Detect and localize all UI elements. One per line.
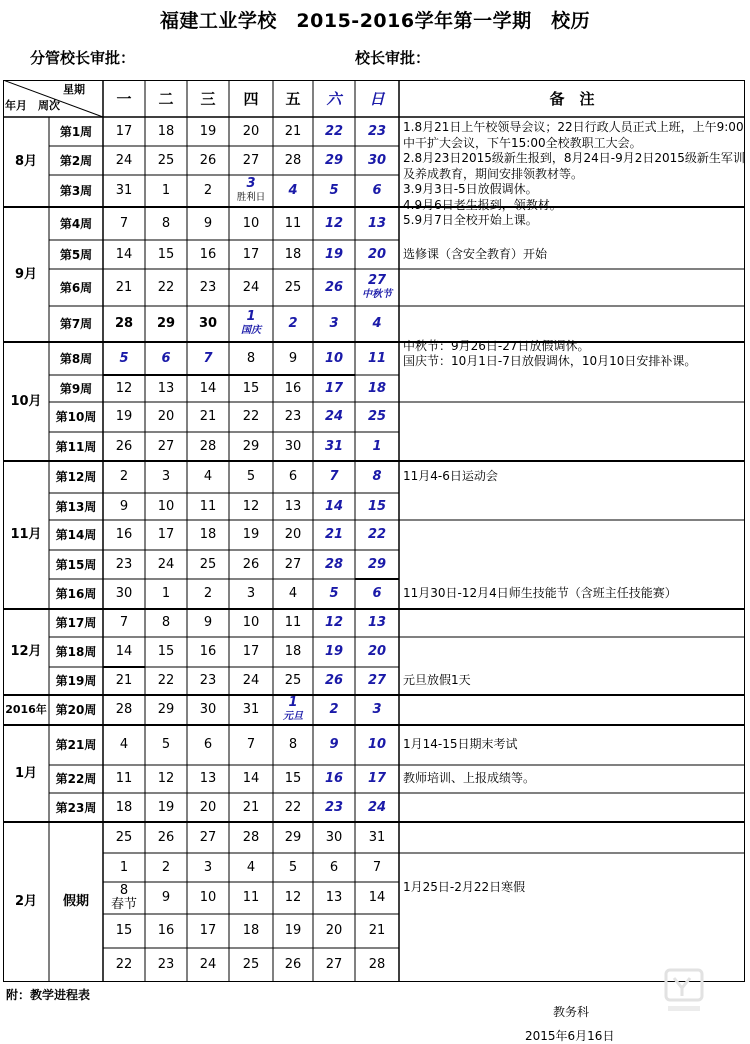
day-cell: 26: [199, 152, 217, 168]
weekday-header: 六: [326, 89, 342, 108]
day-cell: 30: [199, 702, 217, 717]
week-label: 第15周: [55, 557, 97, 572]
day-cell: 2: [329, 702, 339, 717]
day-cell: 20: [284, 527, 302, 542]
day-cell: 6: [203, 737, 213, 752]
day-cell: 25: [284, 673, 302, 688]
day-cell: 16: [284, 380, 302, 396]
day-cell: 26: [284, 957, 302, 972]
week-label: 第21周: [55, 738, 97, 752]
day-cell: 30: [284, 438, 302, 454]
week-label: 第18周: [55, 645, 97, 659]
corner-yearmonth-label: 年月 周次: [5, 99, 60, 112]
day-cell: 10: [157, 498, 175, 514]
day-cell: 24: [115, 152, 133, 168]
day-cell: 20: [367, 246, 387, 262]
footer-note: 附：教学进程表: [6, 988, 91, 1002]
day-cell: 1: [161, 586, 171, 601]
day-cell: 28: [284, 152, 302, 168]
day-cell: 11: [115, 771, 133, 786]
day-cell: 12: [157, 771, 175, 786]
day-cell: 9: [161, 890, 171, 905]
day-cell: 28: [324, 556, 344, 572]
day-cell: 5: [161, 737, 171, 752]
week-label: 第20周: [55, 703, 97, 717]
day-cell: 15: [157, 246, 175, 262]
weekday-header: 一: [116, 89, 132, 108]
day-cell: 3 胜利日: [236, 176, 266, 203]
day-cell: 23: [367, 123, 387, 139]
day-cell: 31: [324, 438, 344, 454]
day-cell: 19: [324, 246, 344, 262]
day-cell: 29: [242, 438, 260, 454]
day-cell: 17: [242, 246, 260, 262]
day-cell: 16: [115, 527, 133, 542]
day-cell: 14: [115, 246, 133, 262]
day-cell: 27: [199, 829, 217, 845]
day-cell: 30: [367, 152, 387, 168]
day-cell: 8: [161, 215, 171, 231]
remark-line: 教师培训、上报成绩等。: [403, 771, 536, 786]
day-cell: 13: [325, 890, 343, 905]
day-cell: 24: [199, 957, 217, 972]
day-cell: 4: [288, 183, 298, 198]
week-label: 第17周: [55, 616, 97, 630]
month-label: 8月: [14, 154, 38, 169]
day-cell: 18: [199, 527, 217, 542]
day-note: 胜利日: [236, 192, 266, 203]
weekday-header: 三: [200, 89, 216, 108]
day-cell: 23: [324, 799, 344, 815]
day-cell: 12: [242, 498, 260, 514]
day-cell: 31: [368, 829, 386, 845]
week-label: 第11周: [55, 439, 97, 454]
day-cell: 9: [329, 737, 339, 752]
principal-approval-label: 校长审批：: [355, 49, 431, 67]
day-cell: 27: [242, 152, 260, 168]
remark-training: [401, 765, 745, 793]
day-cell: 10: [367, 737, 387, 752]
day-cell: 26: [157, 829, 175, 845]
day-cell: 7: [329, 469, 339, 484]
day-cell: 11: [284, 615, 302, 630]
footer-date: 2015年6月16日: [525, 1029, 615, 1043]
remark-line: 选修课（含安全教育）开始: [403, 246, 548, 261]
day-cell: 21: [284, 123, 302, 139]
day-cell: 7: [203, 350, 213, 366]
week-label: 第4周: [59, 216, 93, 231]
day-cell: 30: [115, 586, 133, 601]
day-cell: 28: [115, 702, 133, 717]
month-label: 9月: [14, 266, 38, 282]
day-cell: 23: [199, 673, 217, 688]
day-note: 中秋节: [362, 288, 392, 300]
remark-line: 11月30日-12月4日师生技能节（含班主任技能赛）: [403, 586, 677, 601]
day-cell: 16: [199, 246, 217, 262]
day-cell: 21: [115, 279, 133, 295]
day-cell: 9: [288, 350, 298, 366]
day-cell: 29: [284, 829, 302, 845]
day-cell: 19: [199, 123, 217, 139]
day-cell: 4: [372, 316, 382, 331]
day-cell: 2: [288, 316, 298, 331]
day-cell: 26: [115, 438, 133, 454]
week-label: 第1周: [59, 124, 93, 139]
day-cell: 6: [329, 859, 339, 875]
day-cell: 25: [284, 279, 302, 295]
day-cell: 18: [242, 923, 260, 938]
footer-dept: 教务科: [553, 1005, 590, 1019]
day-cell: 22: [284, 799, 302, 815]
day-cell: 6: [372, 183, 382, 198]
remark-line: 2.8月23日2015级新生报到，8月24日-9月2日2015级新生军训及养成教育，期间安排领教材等。: [403, 151, 745, 181]
week-label: 第16周: [55, 587, 97, 601]
day-cell: 5: [246, 469, 256, 484]
week-label: 第6周: [59, 280, 93, 295]
week-label: 第9周: [59, 381, 93, 396]
remark-sports: [401, 461, 745, 493]
day-cell: 28: [199, 438, 217, 454]
day-note: 春节: [110, 897, 137, 912]
week-label: 第5周: [59, 247, 93, 262]
week-label: 第3周: [59, 184, 93, 198]
day-cell: 20: [325, 923, 343, 938]
day-cell: 5: [119, 350, 129, 366]
day-cell: 25: [199, 556, 217, 572]
day-cell: 2: [161, 859, 171, 875]
deputy-approval-label: 分管校长审批：: [30, 49, 136, 67]
day-cell: 19: [242, 527, 260, 542]
month-label: 11月: [10, 527, 42, 542]
day-cell: 1: [119, 859, 129, 875]
day-cell: 28: [242, 829, 260, 845]
day-cell: 27: [284, 556, 302, 572]
day-cell: 19: [284, 923, 302, 938]
day-cell: 27: [325, 957, 343, 972]
day-cell: 7: [246, 737, 256, 752]
day-cell: 7: [119, 215, 129, 231]
day-cell: 16: [157, 923, 175, 938]
day-cell: 24: [242, 279, 260, 295]
remark-line: 1月25日-2月22日寒假: [403, 879, 526, 894]
day-cell: 15: [242, 380, 260, 396]
day-cell: 20: [242, 123, 260, 139]
day-cell: 9: [203, 215, 213, 231]
day-cell: 18: [284, 246, 302, 262]
week-label: 第19周: [55, 674, 97, 688]
day-cell: 6: [288, 469, 298, 484]
month-label: 12月: [10, 644, 42, 659]
day-cell: 5: [329, 183, 339, 198]
day-cell: 25: [367, 409, 387, 424]
day-cell: 13: [199, 771, 217, 786]
day-cell: 4: [288, 586, 298, 601]
day-cell: 11: [242, 890, 260, 905]
day-cell: 21: [242, 799, 260, 815]
day-cell: 22: [115, 957, 133, 972]
remark-line: 5.9月7日全校开始上课。: [403, 213, 538, 227]
week-label: 第2周: [59, 153, 93, 168]
day-cell: 12: [115, 380, 133, 396]
day-cell: 5: [288, 859, 298, 875]
month-label: 2016年: [5, 703, 47, 716]
day-cell: 23: [115, 556, 133, 572]
day-cell: 22: [367, 527, 387, 542]
day-cell: 29: [324, 152, 344, 168]
day-cell: 18: [115, 799, 133, 815]
remark-winter: [401, 793, 745, 982]
day-cell: 15: [367, 498, 387, 514]
weekday-header: 四: [243, 89, 259, 108]
remarks-header: 备 注: [549, 89, 595, 108]
day-cell: 4: [203, 469, 213, 484]
day-cell: 2: [119, 469, 129, 484]
day-cell: 28: [368, 957, 386, 972]
day-cell: 19: [324, 644, 344, 659]
corner-weekday-label: 星期: [63, 83, 85, 96]
remark-line: 国庆节：10月1日-7日放假调休，10月10日安排补课。: [403, 354, 697, 368]
day-cell: 22: [157, 279, 175, 295]
week-label: 第14周: [55, 528, 97, 542]
day-cell: 7: [372, 859, 382, 875]
day-cell: 14: [242, 771, 260, 786]
remark-line: 中秋节：9月26日-27日放假调休。: [403, 338, 590, 353]
day-cell: 14: [115, 644, 133, 659]
day-cell: 29: [157, 702, 175, 717]
day-cell: 5: [329, 586, 339, 601]
day-cell: 24: [367, 799, 387, 815]
day-cell: 11: [199, 498, 217, 514]
week-label: 第23周: [55, 800, 97, 815]
day-cell: 16: [199, 644, 217, 659]
day-note: 元旦: [283, 711, 303, 722]
day-cell: 27: [367, 673, 387, 688]
day-cell: 3: [329, 316, 339, 331]
remark-skills: [401, 579, 745, 609]
day-cell: 4: [119, 737, 129, 752]
day-cell: 18: [367, 380, 387, 396]
day-cell: 22: [157, 673, 175, 688]
remark-holidays: [401, 306, 745, 402]
weekday-header: 五: [285, 89, 301, 108]
day-cell: 1: [372, 438, 382, 454]
day-cell: 2: [203, 183, 213, 198]
day-cell: 3: [161, 469, 171, 484]
remark-exam: [401, 725, 745, 765]
day-cell: 3: [372, 702, 382, 717]
day-cell: 6: [161, 350, 171, 366]
day-cell: 28: [114, 316, 134, 331]
day-cell: 25: [242, 957, 260, 972]
day-cell: 8: [161, 615, 171, 630]
day-cell: 20: [157, 409, 175, 424]
day-cell: 23: [284, 409, 302, 424]
day-cell: 17: [367, 771, 387, 786]
page-title: 福建工业学校 2015-2016学年第一学期 校历: [159, 10, 591, 32]
day-cell: 21: [199, 409, 217, 424]
day-cell: 31: [242, 702, 260, 717]
week-label: 第7周: [59, 317, 93, 331]
day-cell: 26: [324, 279, 344, 295]
day-cell: 23: [157, 957, 175, 972]
day-cell: 17: [115, 123, 133, 139]
day-cell: 3: [246, 586, 256, 601]
week-label: 第22周: [55, 772, 97, 786]
day-cell: 19: [157, 799, 175, 815]
day-cell: 13: [157, 380, 175, 396]
day-cell: 1 元旦: [283, 695, 303, 722]
day-cell: 19: [115, 409, 133, 424]
day-cell: 23: [199, 279, 217, 295]
remark-new-year: [401, 667, 745, 695]
day-cell: 27: [157, 438, 175, 454]
day-cell: 17: [324, 380, 344, 396]
day-cell: 27 中秋节: [362, 272, 392, 300]
day-cell: 25: [115, 829, 133, 845]
remark-elective: [401, 240, 745, 269]
day-cell: 8: [372, 469, 382, 484]
remark-line: 1月14-15日期末考试: [403, 737, 518, 752]
day-cell: 9: [119, 498, 129, 514]
day-cell: 9: [203, 615, 213, 630]
day-cell: 3: [203, 859, 213, 875]
day-cell: 29: [156, 316, 176, 331]
day-cell: 30: [198, 316, 218, 331]
day-cell: 14: [368, 890, 386, 905]
day-cell: 8 春节: [110, 883, 137, 912]
day-cell: 26: [242, 556, 260, 572]
remark-line: 元旦放假1天: [403, 673, 471, 688]
day-cell: 17: [199, 923, 217, 938]
day-cell: 15: [115, 923, 133, 938]
weekday-header: 二: [158, 89, 174, 108]
day-cell: 7: [119, 615, 129, 630]
day-cell: 12: [284, 890, 302, 905]
month-label: 10月: [10, 393, 42, 409]
month-label: 1月: [14, 765, 38, 781]
month-label: 2月: [14, 894, 38, 909]
day-cell: 10: [242, 615, 260, 630]
day-cell: 22: [324, 123, 344, 139]
day-cell: 25: [157, 152, 175, 168]
day-cell: 18: [284, 644, 302, 659]
day-cell: 11: [367, 350, 387, 366]
vacation-label: 假期: [62, 894, 89, 909]
day-cell: 2: [203, 586, 213, 601]
week-label: 第10周: [55, 410, 97, 424]
day-cell: 10: [242, 215, 260, 231]
day-cell: 21: [368, 923, 386, 938]
day-cell: 1 国庆: [241, 309, 261, 336]
day-cell: 31: [115, 183, 133, 198]
remark-line: 4.9月6日老生报到，领教材。: [403, 197, 562, 212]
day-cell: 20: [367, 644, 387, 659]
day-cell: 1: [161, 183, 171, 198]
day-cell: 15: [284, 771, 302, 786]
day-cell: 21: [115, 673, 133, 688]
day-cell: 6: [372, 586, 382, 601]
day-cell: 24: [324, 409, 344, 424]
day-cell: 17: [242, 644, 260, 659]
day-cell: 14: [324, 498, 344, 514]
day-cell: 13: [284, 498, 302, 514]
remark-line: 3.9月3日-5日放假调休。: [403, 182, 538, 196]
day-cell: 13: [367, 215, 387, 231]
watermark-logo: [662, 966, 706, 1016]
day-cell: 8: [288, 737, 298, 752]
day-cell: 30: [325, 829, 343, 845]
day-cell: 8: [246, 350, 256, 366]
day-cell: 15: [157, 644, 175, 659]
day-cell: 10: [199, 890, 217, 905]
calendar-table: [3, 80, 745, 982]
week-label: 第13周: [55, 499, 97, 514]
week-label: 第8周: [59, 351, 93, 366]
day-cell: 24: [242, 673, 260, 688]
day-cell: 12: [324, 615, 344, 630]
day-cell: 16: [324, 771, 344, 786]
day-cell: 14: [199, 380, 217, 396]
day-note: 国庆: [241, 325, 261, 336]
weekday-header: 日: [369, 89, 385, 108]
day-cell: 24: [157, 556, 175, 572]
day-cell: 21: [324, 527, 344, 542]
day-cell: 26: [324, 673, 344, 688]
day-cell: 13: [367, 615, 387, 630]
day-cell: 10: [324, 350, 344, 366]
day-cell: 11: [284, 215, 302, 231]
day-cell: 12: [324, 215, 344, 231]
remark-line: 1.8月21日上午校领导会议；22日行政人员正式上班，上午9:00中干扩大会议，下午15:00全校教职工大会。: [403, 120, 744, 150]
day-cell: 20: [199, 799, 217, 815]
remark-line: 11月4-6日运动会: [403, 469, 498, 484]
day-cell: 4: [246, 859, 256, 875]
week-label: 第12周: [55, 470, 97, 484]
day-cell: 22: [242, 409, 260, 424]
day-cell: 17: [157, 527, 175, 542]
day-cell: 29: [367, 556, 387, 572]
day-cell: 18: [157, 123, 175, 139]
